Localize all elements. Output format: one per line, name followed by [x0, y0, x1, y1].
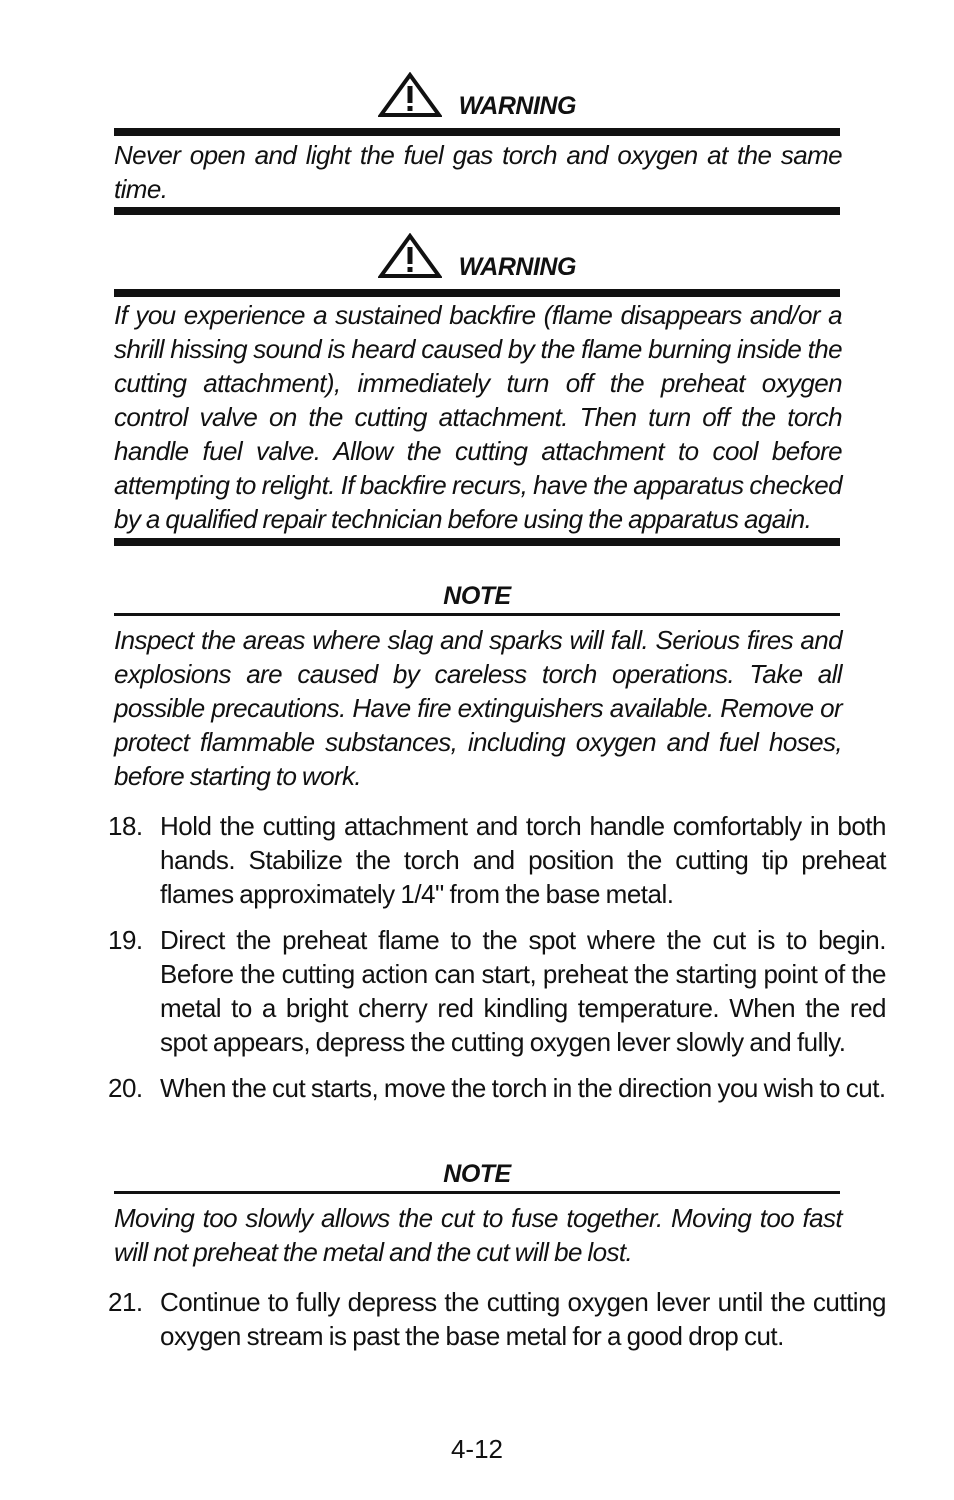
- note-heading-1: [114, 581, 840, 611]
- note-rule-2: [114, 1191, 840, 1194]
- warning-heading-2: [114, 233, 840, 282]
- step-text: Direct the preheat flame to the spot where the cut is to begin. Before the cutting action can start, preheat the starting point of the metal to a bright cherry red kindling temperature. When the red spot appears, depress the cutting oxygen lever slowly and fully.: [160, 925, 886, 1057]
- step-text: Hold the cutting attachment and torch handle comfortably in both hands. Stabilize the torch and position the cutting tip preheat flames approximately 1/4" from the base metal.: [160, 811, 886, 909]
- note-text-2: Moving too slowly allows the cut to fuse together. Moving too fast will not preheat the metal and the cut will be lost.: [114, 1203, 842, 1267]
- step-19: [108, 923, 886, 1059]
- step-18: [108, 809, 886, 911]
- step-text: When the cut starts, move the torch in the direction you wish to cut.: [160, 1073, 886, 1103]
- warning-triangle-icon: [378, 253, 458, 281]
- note-title-1: NOTE: [443, 582, 511, 610]
- warning-heading-1: [114, 72, 840, 121]
- warning-top-rule-1: [114, 128, 840, 136]
- warning-triangle-icon: [378, 92, 458, 120]
- warning-title-1: WARNING: [458, 92, 576, 120]
- warning-text-2: If you experience a sustained backfire (flame disappears and/or a shrill hissing sound is heard caused by the flame burning inside the cutting attachment), immediately turn off the preheat oxygen control valve on the cutting attachment. Then turn off the torch handle fuel valve. Allow the cutting attachment to cool before attempting to relight. If backfire recurs, have the apparatus checked by a qualified repair technician before using the apparatus again.: [114, 300, 842, 534]
- note-heading-2: [114, 1159, 840, 1189]
- note-rule-1: [114, 613, 840, 616]
- note-title-2: NOTE: [443, 1160, 511, 1188]
- warning-text-1: Never open and light the fuel gas torch and oxygen at the same time.: [114, 140, 842, 204]
- step-number: 20.: [108, 1073, 143, 1103]
- warning-top-rule-2: [114, 289, 840, 297]
- step-number: 18.: [108, 811, 143, 841]
- page-number: 4-12: [450, 1434, 504, 1464]
- step-number: 19.: [108, 925, 143, 955]
- step-text: Continue to fully depress the cutting oxygen lever until the cutting oxygen stream is past the base metal for a good drop cut.: [160, 1287, 886, 1351]
- warning-bottom-rule-2: [114, 538, 840, 546]
- step-number: 21.: [108, 1287, 143, 1317]
- step-21: [108, 1285, 886, 1353]
- warning-bottom-rule-1: [114, 207, 840, 215]
- note-text-1: Inspect the areas where slag and sparks will fall. Serious fires and explosions are caused by careless torch operations. Take all possible precautions. Have fire extinguishers available. Remove or protect flammable substances, including oxygen and fuel hoses, before starting to work.: [114, 625, 842, 791]
- warning-title-2: WARNING: [458, 253, 576, 281]
- step-20: [108, 1071, 886, 1105]
